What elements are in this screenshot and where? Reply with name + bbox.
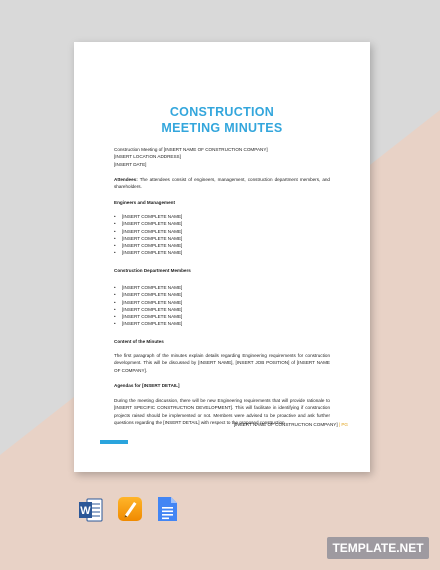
list-item: • [INSERT COMPLETE NAME]	[114, 242, 330, 249]
attendees-label: Attendees:	[114, 177, 138, 182]
attendees-paragraph	[114, 176, 330, 191]
list-item: • [INSERT COMPLETE NAME]	[114, 235, 330, 242]
microsoft-word-icon[interactable]	[79, 497, 103, 523]
agendas-paragraph: During the meeting discussion, there will be new Engineering requirements that will provide rationale to [INSERT SPECIFIC CONSTRUCTION DEVELOPMENT]. This will facilitate in identifying if construction projects raised should be implemented or not. Members were advised to be proactive and ask further questions regarding the [INSERT DETAIL] with respect to the proposed construction	[114, 398, 330, 425]
content-heading: Content of the Minutes	[114, 339, 164, 344]
content-paragraph: The first paragraph of the minutes explain details regarding Engineering requirements for construction development. This will be discussed by [INSERT NAME], [INSERT JOB POSITION] of [INSERT NAME OF COMPANY].	[114, 353, 330, 373]
list-item: • [INSERT COMPLETE NAME]	[114, 220, 330, 227]
meeting-header	[114, 146, 330, 168]
word-letter: W	[80, 505, 91, 517]
meeting-location-line: [INSERT LOCATION ADDRESS]	[114, 154, 181, 160]
list-item: • [INSERT COMPLETE NAME]	[114, 313, 330, 320]
list-item: • [INSERT COMPLETE NAME]	[114, 299, 330, 306]
list-item: • [INSERT COMPLETE NAME]	[114, 306, 330, 313]
footer-page-number: PG	[341, 422, 348, 427]
apple-pages-icon[interactable]	[118, 496, 142, 522]
document-page	[74, 42, 370, 472]
footer-separator: |	[337, 422, 342, 427]
document-title-line1: CONSTRUCTION	[169, 105, 275, 119]
document-title-line2: MEETING MINUTES	[161, 121, 283, 135]
list-item: • [INSERT COMPLETE NAME]	[114, 291, 330, 298]
page-footer	[234, 422, 348, 427]
agendas-heading: Agendas for [INSERT DETAIL]	[114, 383, 180, 388]
list-item: • [INSERT COMPLETE NAME]	[114, 249, 330, 256]
engineers-heading: Engineers and Management	[114, 200, 176, 205]
engineers-list	[114, 213, 330, 257]
meeting-date-line: [INSERT DATE]	[114, 161, 147, 167]
department-heading: Construction Department Members	[114, 268, 191, 273]
list-item: • [INSERT COMPLETE NAME]	[114, 320, 330, 327]
template-net-watermark: TEMPLATE.NET	[327, 537, 429, 559]
list-item: • [INSERT COMPLETE NAME]	[114, 213, 330, 220]
list-item: • [INSERT COMPLETE NAME]	[114, 284, 330, 291]
footer-company: [INSERT NAME OF CONSTRUCTION COMPANY]	[233, 422, 338, 427]
accent-bar	[100, 440, 128, 444]
google-docs-icon[interactable]	[158, 496, 178, 522]
meeting-company-line: Construction Meeting of [INSERT NAME OF CONSTRUCTION COMPANY]	[114, 147, 268, 152]
department-list	[114, 284, 330, 328]
attendees-text: The attendees consist of engineers, management, construction department members, and shareholders.	[114, 177, 330, 190]
list-item: • [INSERT COMPLETE NAME]	[114, 228, 330, 235]
